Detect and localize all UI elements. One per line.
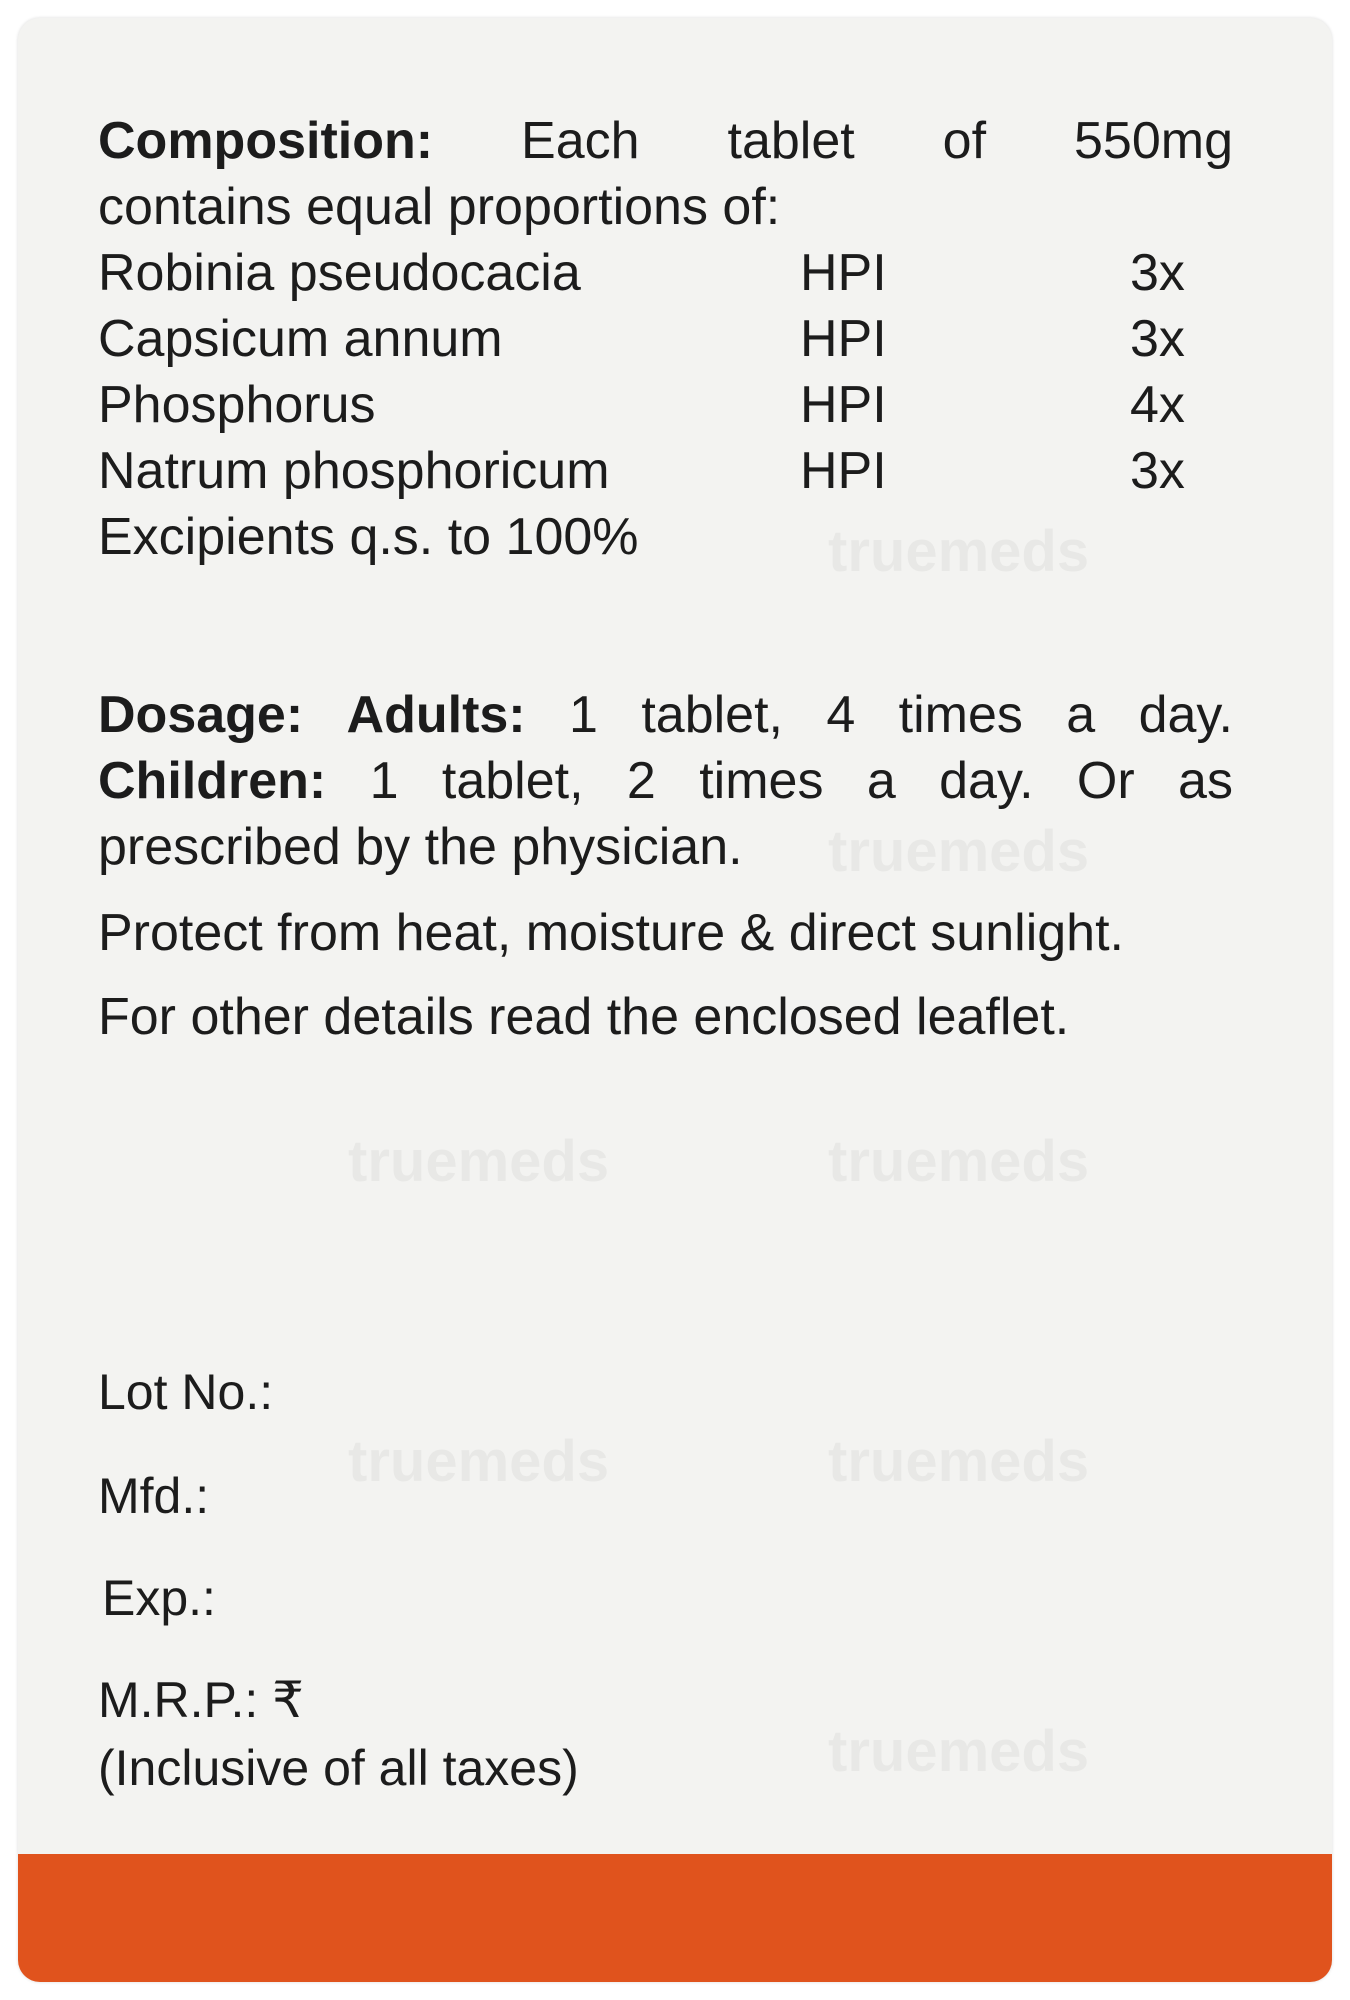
leaflet-section (98, 984, 1233, 1050)
lot-number-label: Lot No.: (98, 1364, 274, 1420)
ingredient-row (98, 240, 1233, 306)
watermark (348, 1128, 609, 1195)
composition-intro-line-1: Each tablet of 550mg (521, 112, 1234, 170)
composition-intro-line-2: contains equal proportions of: (98, 178, 781, 236)
ingredient-row (98, 372, 1233, 438)
ingredient-name: Natrum phosphoricum (98, 442, 610, 500)
dosage-children-label: Children: (98, 752, 327, 810)
ingredient-potency: 3x (1130, 244, 1185, 302)
ingredient-standard: HPI (800, 442, 887, 500)
ingredient-name: Capsicum annum (98, 310, 503, 368)
composition-section (98, 108, 1233, 570)
ingredient-standard: HPI (800, 244, 887, 302)
ingredient-name: Robinia pseudocacia (98, 244, 581, 302)
watermark (828, 1428, 1089, 1495)
storage-section (98, 900, 1233, 966)
ingredient-row (98, 306, 1233, 372)
storage-instruction: Protect from heat, moisture & direct sunlight. (98, 904, 1124, 962)
dosage-text (98, 682, 1233, 880)
ingredient-potency: 3x (1130, 310, 1185, 368)
ingredient-row (98, 438, 1233, 504)
dosage-adults-label: Adults: (346, 686, 526, 744)
mrp-tax-note: (Inclusive of all taxes) (98, 1740, 579, 1796)
ingredient-potency: 3x (1130, 442, 1185, 500)
mrp-label: M.R.P.: ₹ (98, 1672, 304, 1728)
ingredient-name: Phosphorus (98, 376, 376, 434)
watermark (828, 1128, 1089, 1195)
ingredient-standard: HPI (800, 376, 887, 434)
exp-label: Exp.: (102, 1570, 216, 1626)
orange-band (18, 1854, 1332, 1982)
dosage-section (98, 682, 1233, 880)
ingredient-standard: HPI (800, 310, 887, 368)
dosage-children-text: 1 tablet, 2 times a day. Or as prescribed by the physician. (98, 752, 1233, 876)
excipients-line: Excipients q.s. to 100% (98, 508, 639, 566)
watermark (348, 1428, 609, 1495)
leaflet-note: For other details read the enclosed leaflet. (98, 988, 1070, 1046)
dosage-adults-text: 1 tablet, 4 times a day. (569, 686, 1233, 744)
composition-heading: Composition: (98, 112, 434, 170)
ingredient-potency: 4x (1130, 376, 1185, 434)
watermark (828, 1718, 1089, 1785)
mfd-label: Mfd.: (98, 1468, 210, 1524)
dosage-heading: Dosage: (98, 686, 304, 744)
composition-intro (98, 108, 1233, 174)
ingredient-list (98, 240, 1233, 504)
